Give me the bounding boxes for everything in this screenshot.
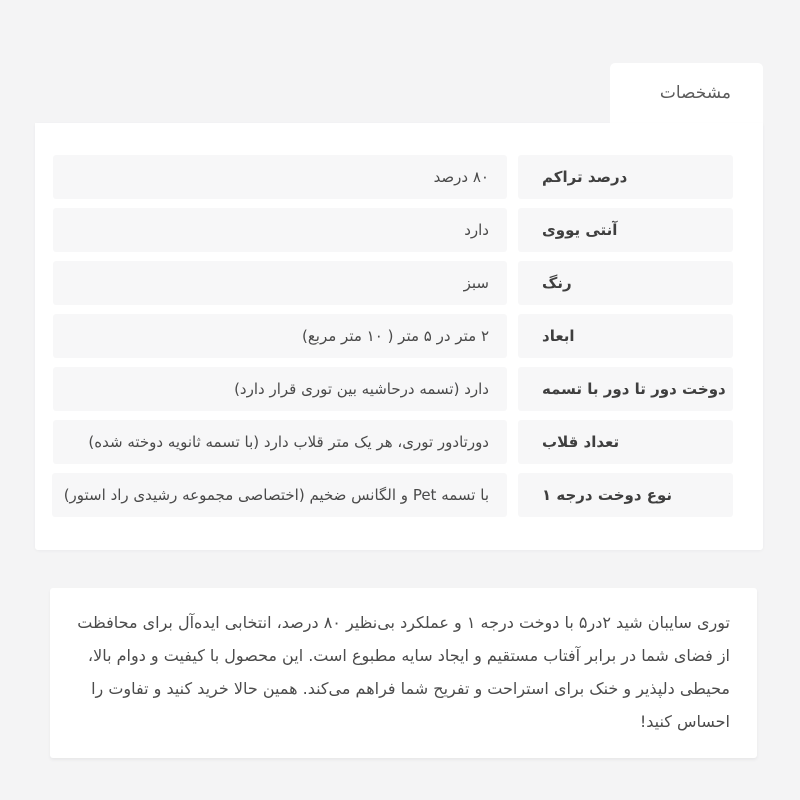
- spec-value: ۲ متر در ۵ متر ( ۱۰ متر مربع): [53, 314, 507, 358]
- spec-row: [53, 420, 733, 464]
- specs-card: [35, 123, 763, 550]
- spec-row: [53, 261, 733, 305]
- spec-label: درصد تراکم: [518, 155, 733, 199]
- spec-value: سبز: [53, 261, 507, 305]
- spec-label: آنتی یووی: [518, 208, 733, 252]
- spec-value: دارد: [53, 208, 507, 252]
- tab-specifications-label: مشخصات: [659, 83, 731, 103]
- spec-value: دارد (تسمه درحاشیه بین توری قرار دارد): [53, 367, 507, 411]
- product-description: توری سایبان شید ۲در۵ با دوخت درجه ۱ و عملکرد بی‌نظیر ۸۰ درصد، انتخابی ایده‌آل برای محافظت از فضای شما در برابر آفتاب مستقیم و ایجاد سایه مطبوع است. این محصول با کیفیت و دوام بالا، محیطی دلپذیر و خنک برای استراحت و تفریح شما فراهم می‌کند. همین حالا خرید کنید و تفاوت را احساس کنید!: [77, 613, 730, 731]
- spec-row: [53, 208, 733, 252]
- specs-table: [53, 155, 733, 517]
- spec-label: رنگ: [518, 261, 733, 305]
- spec-label: نوع دوخت درجه ۱: [518, 473, 733, 517]
- spec-label: دوخت دور تا دور با تسمه: [518, 367, 733, 411]
- spec-row: [53, 473, 733, 517]
- spec-row: [53, 155, 733, 199]
- spec-label: ابعاد: [518, 314, 733, 358]
- spec-row: [53, 367, 733, 411]
- spec-row: [53, 314, 733, 358]
- spec-value: دورتادور توری، هر یک متر قلاب دارد (با تسمه ثانویه دوخته شده): [53, 420, 507, 464]
- tab-specifications[interactable]: [610, 63, 763, 123]
- description-card: [50, 588, 757, 758]
- spec-label: تعداد قلاب: [518, 420, 733, 464]
- spec-value: ۸۰ درصد: [53, 155, 507, 199]
- spec-value: با تسمه Pet و الگانس ضخیم (اختصاصی مجموعه رشیدی راد استور): [52, 473, 507, 517]
